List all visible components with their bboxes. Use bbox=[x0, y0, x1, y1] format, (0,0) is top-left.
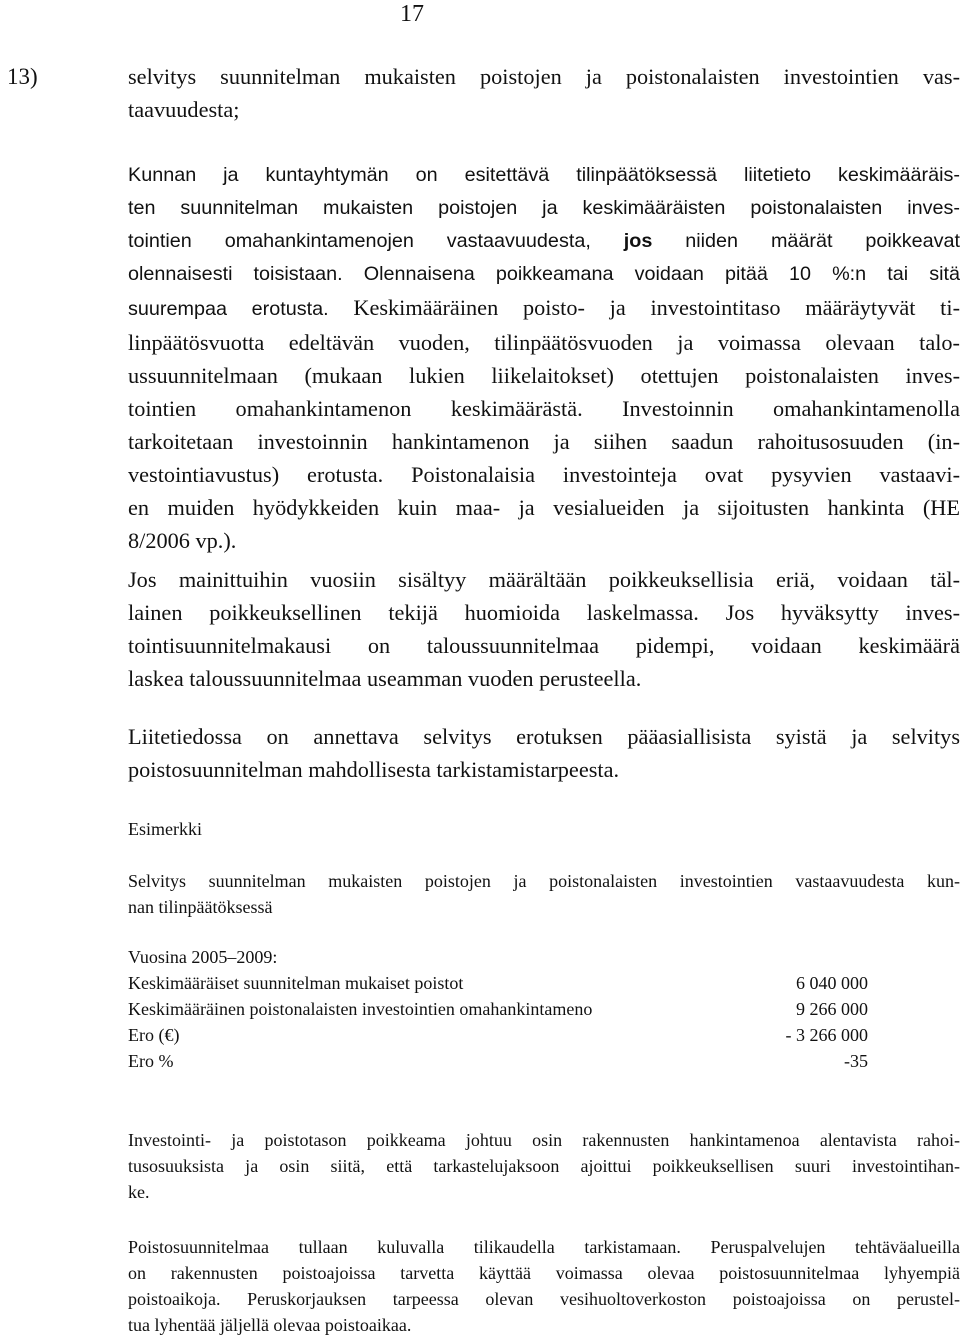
note-line: tusosuuksista ja osin siitä, että tarkastelujaksoon ajoittui poikkeuksellisen suuri investointihan- bbox=[128, 1156, 960, 1176]
item-heading bbox=[128, 60, 960, 126]
figure-value: 6 040 000 bbox=[796, 973, 868, 993]
heading-line: taavuudesta; bbox=[128, 97, 240, 122]
figure-value: -35 bbox=[844, 1051, 868, 1071]
paragraph-line: ten suunnitelman mukaisten poistojen ja keskimääräisten poistonalaisten inves- bbox=[128, 197, 960, 219]
paragraph-text: niiden määrät poikkeavat bbox=[652, 230, 960, 252]
paragraph-line: laskea taloussuunnitelmaa useamman vuoden perusteella. bbox=[128, 666, 642, 691]
note-line: Investointi- ja poistotason poikkeama johtuu osin rakennusten hankintamenoa alentavista rahoi- bbox=[128, 1130, 960, 1150]
paragraph-line: vestointiavustus) erotusta. Poistonalaisia investointeja ovat pysyvien vastaavi- bbox=[128, 462, 960, 487]
example-title-line: nan tilinpäätöksessä bbox=[128, 897, 273, 917]
paragraph-line: Jos mainittuihin vuosiin sisältyy määrältään poikkeuksellisia eriä, voidaan täl- bbox=[128, 567, 960, 592]
paragraph-averages bbox=[128, 159, 960, 557]
paragraph-line: poistosuunnitelman mahdollisesta tarkistamistarpeesta. bbox=[128, 757, 620, 782]
paragraph-line: olennaisesti toisistaan. Olennaisena poikkeamana voidaan pitää 10 %:n tai sitä bbox=[128, 263, 960, 285]
figures-table bbox=[128, 970, 868, 1074]
paragraph-exceptional-items bbox=[128, 563, 960, 695]
figure-label: Ero % bbox=[128, 1051, 174, 1071]
paragraph-line: Kunnan ja kuntayhtymän on esitettävä tilinpäätöksessä liitetieto keskimääräis- bbox=[128, 164, 960, 186]
paragraph-line: tointisuunnitelmakausi on taloussuunnitelmaa pidempi, voidaan keskimäärä bbox=[128, 633, 960, 658]
example-title bbox=[128, 868, 960, 920]
paragraph-note-requirement bbox=[128, 720, 960, 786]
example-label: Esimerkki bbox=[128, 819, 202, 839]
paragraph-line: tointien omahankintamenon keskimäärästä. Investoinnin omahankintamenolla bbox=[128, 396, 960, 421]
paragraph-line: tarkoitetaan investoinnin hankintamenon ja siihen saadun rahoitusosuuden (in- bbox=[128, 429, 960, 454]
note-line: ke. bbox=[128, 1182, 150, 1202]
paragraph-text: Keskimääräinen poisto- ja investointitaso määräytyvät ti- bbox=[328, 295, 960, 320]
period-label: Vuosina 2005–2009: bbox=[128, 947, 278, 967]
paragraph-line: lainen poikkeuksellinen tekijä huomioida laskelmassa. Jos hyväksytty inves- bbox=[128, 600, 960, 625]
figure-label: Ero (€) bbox=[128, 1025, 180, 1045]
paragraph-line bbox=[128, 225, 960, 258]
figure-value: 9 266 000 bbox=[796, 999, 868, 1019]
figure-value: - 3 266 000 bbox=[785, 1025, 868, 1045]
table-row bbox=[128, 970, 868, 996]
figure-label: Keskimääräinen poistonalaisten investointien omahankintameno bbox=[128, 999, 593, 1019]
paragraph-line: 8/2006 vp.). bbox=[128, 528, 237, 553]
emphasis-jos: jos bbox=[623, 230, 653, 252]
figure-label: Keskimääräiset suunnitelman mukaiset poistot bbox=[128, 973, 464, 993]
example-title-line: Selvitys suunnitelman mukaisten poistojen ja poistonalaisten investointien vastaavuudesta kun- bbox=[128, 871, 960, 891]
item-number: 13) bbox=[7, 64, 38, 89]
table-row bbox=[128, 996, 868, 1022]
paragraph-line: Liitetiedossa on annettava selvitys erotuksen pääasiallisista syistä ja selvitys bbox=[128, 724, 960, 749]
example-note-deviation bbox=[128, 1127, 960, 1205]
paragraph-line: linpäätösvuotta edeltävän vuoden, tilinpäätösvuoden ja voimassa olevaan talo- bbox=[128, 330, 960, 355]
note-line: Poistosuunnitelmaa tullaan kuluvalla tilikaudella tarkistamaan. Peruspalvelujen tehtäväalueilla bbox=[128, 1237, 960, 1257]
heading-line: selvitys suunnitelman mukaisten poistojen ja poistonalaisten investointien vas- bbox=[128, 64, 960, 89]
page-number: 17 bbox=[400, 1, 424, 27]
example-note-revision bbox=[128, 1234, 960, 1338]
note-line: poistoaikoja. Peruskorjauksen tarpeessa olevan vesihuoltoverkoston poistoajoissa on perustel- bbox=[128, 1289, 960, 1309]
note-line: on rakennusten poistoajoissa tarvetta käyttää voimassa olevaa poistosuunnitelmaa lyhyempiä bbox=[128, 1263, 960, 1283]
paragraph-text: tointien omahankintamenojen vastaavuudesta, bbox=[128, 230, 624, 252]
paragraph-line: ussuunnitelmaan (mukaan lukien liikelaitokset) otettujen poistonalaisten inves- bbox=[128, 363, 960, 388]
paragraph-line: en muiden hyödykkeiden kuin maa- ja vesialueiden ja sijoitusten hankinta (HE bbox=[128, 495, 960, 520]
note-line: tua lyhentää jäljellä olevaa poistoaikaa. bbox=[128, 1315, 412, 1335]
table-row bbox=[128, 1022, 868, 1048]
paragraph-line bbox=[128, 291, 960, 326]
table-row bbox=[128, 1048, 868, 1074]
paragraph-text: suurempaa erotusta. bbox=[128, 298, 329, 320]
